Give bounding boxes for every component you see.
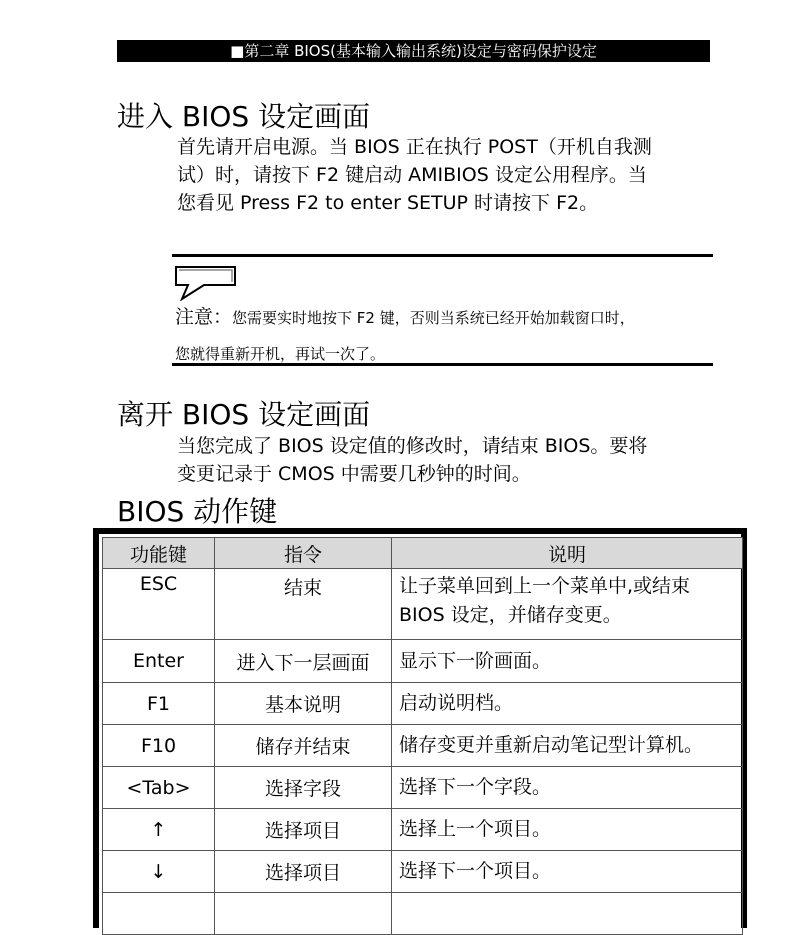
command-cell: 进入下一层画面	[215, 640, 392, 683]
command-cell: 储存并结束	[215, 725, 392, 767]
command-cell: 选择字段	[215, 767, 392, 809]
key-cell: F10	[103, 725, 215, 767]
description-cell: 选择下一个字段。	[392, 767, 743, 809]
section-title-action-keys: BIOS 动作键	[117, 495, 278, 528]
table-row	[103, 569, 743, 640]
table-row	[103, 809, 743, 851]
table-row	[103, 683, 743, 725]
key-cell	[103, 893, 215, 935]
paragraph-line: 首先请开启电源。当 BIOS 正在执行 POST（开机自我测	[177, 136, 652, 158]
action-keys-table	[102, 537, 743, 935]
section-title-exit-bios: 离开 BIOS 设定画面	[117, 398, 371, 431]
key-cell: ↓	[103, 851, 215, 893]
column-header: 功能键	[103, 538, 215, 569]
chapter-header: ■第二章 BIOS(基本输入输出系统)设定与密码保护设定	[117, 40, 710, 62]
key-cell: ESC	[103, 569, 215, 640]
description-cell: 选择上一个项目。	[392, 809, 743, 851]
section-exit-paragraph	[177, 432, 647, 488]
paragraph-line: 您看见 Press F2 to enter SETUP 时请按下 F2。	[177, 192, 599, 214]
table-row	[103, 640, 743, 683]
command-cell: 选择项目	[215, 851, 392, 893]
description-cell: 储存变更并重新启动笔记型计算机。	[392, 725, 743, 767]
key-cell: ↑	[103, 809, 215, 851]
section-enter-paragraph	[177, 133, 652, 217]
description-line: 让子菜单回到上一个菜单中,或结束	[399, 575, 691, 597]
key-cell: Enter	[103, 640, 215, 683]
description-cell: 选择下一个项目。	[392, 851, 743, 893]
table-row	[103, 893, 743, 935]
table-header-row	[103, 538, 743, 569]
key-cell: <Tab>	[103, 767, 215, 809]
paragraph-line: 变更记录于 CMOS 中需要几秒钟的时间。	[177, 463, 531, 485]
command-cell: 基本说明	[215, 683, 392, 725]
table-row	[103, 767, 743, 809]
column-header: 说明	[392, 538, 743, 569]
description-line: BIOS 设定，并储存变更。	[399, 604, 622, 626]
note-label: 注意：	[175, 306, 233, 328]
description-cell: 显示下一阶画面。	[392, 640, 743, 683]
description-cell: 启动说明档。	[392, 683, 743, 725]
paragraph-line: 试）时，请按下 F2 键启动 AMIBIOS 设定公用程序。当	[177, 164, 647, 186]
note-line: 您需要实时地按下 F2 键，否则当系统已经开始加载窗口时，	[232, 309, 635, 327]
description-cell	[392, 569, 743, 640]
key-cell: F1	[103, 683, 215, 725]
description-cell	[392, 893, 743, 935]
note-box	[172, 254, 713, 366]
table-row	[103, 851, 743, 893]
command-cell	[215, 893, 392, 935]
section-title-enter-bios: 进入 BIOS 设定画面	[117, 100, 371, 133]
speech-bubble-icon	[174, 265, 238, 301]
command-cell: 结束	[215, 569, 392, 640]
paragraph-line: 当您完成了 BIOS 设定值的修改时，请结束 BIOS。要将	[177, 435, 648, 457]
column-header: 指令	[215, 538, 392, 569]
table-row	[103, 725, 743, 767]
note-line: 您就得重新开机，再试一次了。	[175, 345, 386, 363]
note-text	[175, 299, 635, 372]
action-keys-table-frame	[93, 528, 747, 928]
command-cell: 选择项目	[215, 809, 392, 851]
